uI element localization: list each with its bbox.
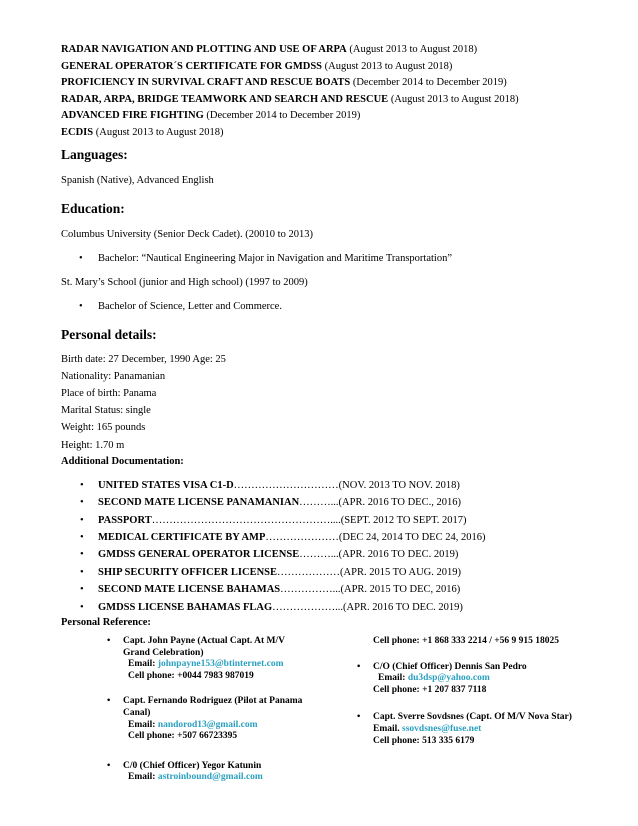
education-detail-2: • Bachelor of Science, Letter and Commerce.	[79, 300, 282, 312]
certificate-item: ADVANCED FIRE FIGHTING (December 2014 to December 2019)	[61, 110, 361, 122]
bullet-icon: •	[80, 479, 84, 491]
reference-name: Capt. Fernando Rodriguez (Pilot at Panama Canal)	[123, 696, 303, 718]
reference-email-link[interactable]: du3dsp@yahoo.com	[407, 673, 490, 684]
resume-page	[61, 42, 581, 783]
reference-item	[107, 696, 307, 742]
bullet-icon: •	[80, 497, 84, 509]
reference-item	[107, 636, 307, 682]
document-item: • GMDSS LICENSE BAHAMAS FLAG………………...(APR. 2016 TO DEC. 2019)	[61, 599, 581, 616]
bullet-icon: •	[79, 252, 83, 264]
bullet-icon: •	[80, 584, 84, 596]
reference-email-line: Email. ssovdsnes@fuse.net	[373, 723, 482, 734]
bullet-icon: •	[357, 712, 361, 723]
personal-detail-item: Birth date: 27 December, 1990 Age: 25	[61, 353, 226, 365]
education-heading: Education:	[61, 200, 125, 216]
certificate-item: RADAR NAVIGATION AND PLOTTING AND USE OF ARPA (August 2013 to August 2018)	[61, 44, 478, 55]
reference-phone: Cell phone: +507 66723395	[128, 731, 238, 742]
bullet-icon: •	[79, 300, 83, 312]
reference-name: Capt. John Payne (Actual Capt. At M/V Grand Celebration)	[123, 636, 285, 658]
personal-detail-item: Height: 1.70 m	[61, 439, 125, 451]
document-item: • MEDICAL CERTIFICATE BY AMP…………………(DEC 24, 2014 TO DEC 24, 2016)	[61, 529, 581, 546]
reference-name: C/O (Chief Officer) Dennis San Pedro	[373, 661, 527, 672]
reference-name: Capt. Sverre Sovdsnes (Capt. Of M/V Nova Star)	[373, 712, 572, 723]
education-school-2: St. Mary’s School (junior and High school) (1997 to 2009)	[61, 276, 308, 288]
reference-email-line: Email: johnpayne153@btinternet.com	[128, 659, 284, 670]
reference-email-link[interactable]: ssovdsnes@fuse.net	[402, 723, 482, 734]
personal-reference-heading: Personal Reference:	[61, 617, 151, 629]
documentation-list	[61, 477, 581, 616]
bullet-icon: •	[80, 601, 84, 613]
references-right-column	[357, 636, 577, 747]
reference-email-link[interactable]: astroinbound@gmail.com	[157, 772, 263, 783]
certificate-item: GENERAL OPERATOR´S CERTIFICATE FOR GMDSS (August 2013 to August 2018)	[61, 60, 453, 72]
document-item: • SHIP SECURITY OFFICER LICENSE………………(APR. 2015 TO AUG. 2019)	[61, 564, 581, 581]
bullet-icon: •	[107, 696, 111, 707]
reference-email-link[interactable]: nandorod13@gmail.com	[157, 719, 258, 730]
document-item: • SECOND MATE LICENSE PANAMANIAN………...(APR. 2016 TO DEC., 2016)	[61, 494, 581, 511]
reference-phone: Cell phone: +1 868 333 2214 / +56 9 915 18025	[373, 636, 560, 646]
bullet-icon: •	[80, 532, 84, 543]
reference-item-continued	[357, 636, 577, 648]
reference-phone: Cell phone: 513 335 6179	[373, 735, 475, 746]
reference-phone: Cell phone: +0044 7983 987019	[128, 670, 254, 681]
education-detail-1: • Bachelor: “Nautical Engineering Major in Navigation and Maritime Transportation”	[79, 252, 452, 264]
bullet-icon: •	[107, 636, 111, 646]
personal-detail-item: Weight: 165 pounds	[61, 422, 146, 434]
reference-phone: Cell phone: +1 207 837 7118	[373, 684, 487, 695]
bullet-icon: •	[80, 566, 84, 578]
personal-detail-item: Nationality: Panamanian	[61, 370, 166, 382]
document-item: • UNITED STATES VISA C1-D…………………………(NOV. 2013 TO NOV. 2018)	[61, 477, 581, 494]
document-item: • SECOND MATE LICENSE BAHAMAS……………...(APR. 2015 TO DEC, 2016)	[61, 581, 581, 598]
languages-heading: Languages:	[61, 146, 128, 162]
references-left-column	[107, 636, 307, 784]
reference-item	[107, 761, 307, 784]
reference-name: C/0 (Chief Officer) Yegor Katunin	[123, 760, 262, 771]
reference-email-line: Email: nandorod13@gmail.com	[128, 719, 258, 730]
document-item: • PASSPORT……………………………………………....(SEPT. 2012 TO SEPT. 2017)	[61, 512, 581, 529]
certificate-item: PROFICIENCY IN SURVIVAL CRAFT AND RESCUE BOATS (December 2014 to December 2019)	[61, 77, 507, 89]
reference-email-link[interactable]: johnpayne153@btinternet.com	[157, 659, 284, 670]
certificates-list	[61, 42, 581, 142]
languages-text: Spanish (Native), Advanced English	[61, 174, 214, 186]
reference-email-line: Email: du3dsp@yahoo.com	[378, 673, 490, 684]
certificate-item: ECDIS (August 2013 to August 2018)	[61, 126, 224, 138]
reference-item	[357, 662, 577, 697]
reference-email-line: Email: astroinbound@gmail.com	[128, 772, 263, 783]
personal-detail-item: Marital Status: single	[61, 405, 151, 417]
personal-details-heading: Personal details:	[61, 326, 157, 342]
education-school-1: Columbus University (Senior Deck Cadet). (20010 to 2013)	[61, 228, 313, 240]
bullet-icon: •	[80, 549, 84, 561]
additional-documentation-heading: Additional Documentation:	[61, 455, 184, 467]
reference-item	[357, 712, 577, 747]
personal-detail-item: Place of birth: Panama	[61, 387, 157, 399]
document-item: • GMDSS GENERAL OPERATOR LICENSE………...(APR. 2016 TO DEC. 2019)	[61, 546, 581, 563]
bullet-icon: •	[80, 514, 84, 526]
certificate-item: RADAR, ARPA, BRIDGE TEAMWORK AND SEARCH AND RESCUE (August 2013 to August 2018)	[61, 93, 519, 105]
bullet-icon: •	[107, 760, 111, 771]
bullet-icon: •	[357, 661, 361, 672]
